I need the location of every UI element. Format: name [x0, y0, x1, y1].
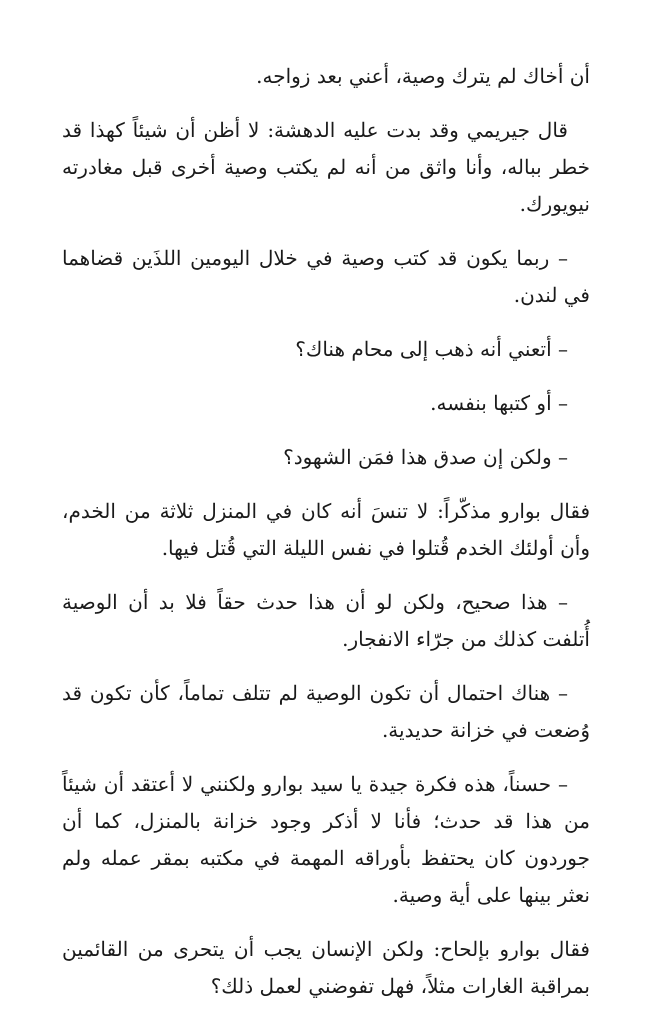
paragraph-11: فقال بوارو بإلحاح: ولكن الإنسان يجب أن يتحرى من القائمين بمراقبة الغارات مثلاً، فهل تفوضني لعمل ذلك؟	[62, 937, 590, 998]
paragraph-6: – ولكن إن صدق هذا فمَن الشهود؟	[283, 445, 568, 469]
paragraph-8: – هذا صحيح، ولكن لو أن هذا حدث حقاً فلا بد أن الوصية أُتلفت كذلك من جرّاء الانفجار.	[62, 590, 590, 651]
paragraph-1: أن أخاك لم يترك وصية، أعني بعد زواجه.	[256, 64, 590, 88]
paragraph-3: – ربما يكون قد كتب وصية في خلال اليومين اللذَين قضاهما في لندن.	[62, 246, 590, 307]
paragraph-9: – هناك احتمال أن تكون الوصية لم تتلف تماماً، كأن تكون قد وُضعت في خزانة حديدية.	[62, 681, 590, 742]
paragraph-7: فقال بوارو مذكّراً: لا تنسَ أنه كان في المنزل ثلاثة من الخدم، وأن أولئك الخدم قُتلوا في نفس الليلة التي قُتل فيها.	[62, 499, 591, 560]
book-page-text	[62, 58, 590, 1022]
paragraph-10: – حسناً، هذه فكرة جيدة يا سيد بوارو ولكنني لا أعتقد أن شيئاً من هذا قد حدث؛ فأنا لا أذكر وجود خزانة بالمنزل، كما أن جوردون كان يحتفظ بأوراقه المهمة في مكتبه بمقر عمله ولم نعثر بينها على أية وصية.	[62, 772, 590, 907]
paragraph-4: – أتعني أنه ذهب إلى محام هناك؟	[295, 337, 568, 361]
paragraph-5: – أو كتبها بنفسه.	[430, 391, 568, 415]
paragraph-2: قال جيريمي وقد بدت عليه الدهشة: لا أظن أن شيئاً كهذا قد خطر بباله، وأنا واثق من أنه لم يكتب وصية أخرى قبل مغادرته نيويورك.	[62, 118, 590, 216]
